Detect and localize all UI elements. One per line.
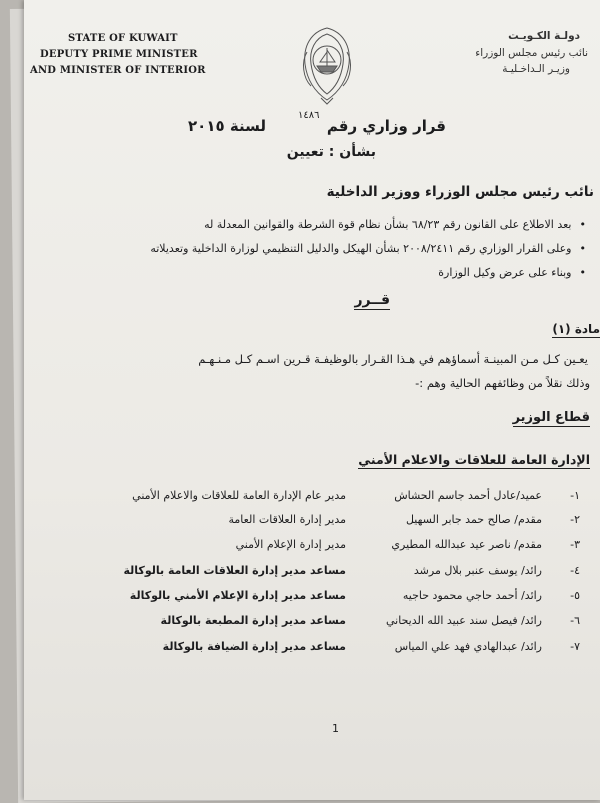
appointment-name: رائد/ أحمد حاجي محمود حاجيه <box>402 589 542 602</box>
letterhead-ar-line-3: وزيـر الـداخـليـة <box>502 63 570 75</box>
kuwait-emblem-icon <box>297 22 357 106</box>
appointment-number: ٥- <box>570 589 580 602</box>
sector-title: قطاع الوزير <box>512 410 590 425</box>
department-title: الإدارة العامة للعلاقات والاعلام الأمني <box>358 452 590 467</box>
appointment-name: رائد/ يوسف عنبر بلال مرشد <box>413 564 542 577</box>
letterhead-en-line-3: AND MINISTER OF INTERIOR <box>30 65 206 76</box>
decision-number: ١٤٨٦ <box>298 110 320 121</box>
appointment-number: ٤- <box>570 564 580 577</box>
appointment-number: ٣- <box>570 538 580 551</box>
decision-title: قرار وزاري رقم <box>326 117 446 135</box>
appointment-title: مساعد مدير إدارة المطبعة بالوكالة <box>160 614 346 627</box>
appointment-number: ٢- <box>570 513 580 526</box>
letterhead-ar-line-1: دولـة الكـويـت <box>508 30 580 42</box>
appointment-name: رائد/ عبدالهادي فهد علي المياس <box>394 640 542 653</box>
letterhead-en-line-2: DEPUTY PRIME MINISTER <box>40 49 198 60</box>
appointment-title: مساعد مدير إدارة العلاقات العامة بالوكالة <box>123 564 346 577</box>
appointment-name: مقدم/ ناصر عيد عبدالله المطيري <box>391 538 542 551</box>
appointment-name: مقدم/ صالح حمد جابر السهيل <box>405 513 542 526</box>
preamble-item: • بعد الاطلاع على القانون رقم ٦٨/٢٣ بشأن نظام قوة الشرطة والقوانين المعدلة له <box>204 218 586 231</box>
page-number: 1 <box>332 722 339 735</box>
article-text-line-2: وذلك نقلاً من وظائفهم الحالية وهم :- <box>415 376 590 390</box>
appointment-number: ١- <box>570 489 580 502</box>
article-label: مادة (١) <box>552 322 600 336</box>
letterhead-en-line-1: STATE OF KUWAIT <box>68 33 178 44</box>
appointment-title: مدير إدارة العلاقات العامة <box>228 513 346 526</box>
decides-heading: قــرر <box>354 292 390 308</box>
appointment-title: مساعد مدير إدارة الضيافة بالوكالة <box>162 640 346 653</box>
appointment-name: عميد/عادل أحمد جاسم الحشاش <box>394 489 542 502</box>
appointment-title: مدير عام الإدارة العامة للعلاقات والاعلام الأمني <box>132 489 346 502</box>
preamble-item: • وعلى القرار الوزاري رقم ٢٠٠٨/٢٤١١ بشأن الهيكل والدليل التنظيمي لوزارة الداخلية وتعديلاته <box>150 242 586 255</box>
preamble-item: • وبناء على عرض وكيل الوزارة <box>438 266 586 279</box>
issuer-heading: نائب رئيس مجلس الوزراء ووزير الداخلية <box>326 184 594 200</box>
decision-subject: بشأن : تعيين <box>286 144 376 160</box>
article-text-line-1: يعـين كـل مـن المبينـة أسماؤهم في هـذا القـرار بالوظيفـة قـرين اسـم كـل مـنـهـم <box>198 352 588 366</box>
letterhead-ar-line-2: نائب رئيس مجلس الوزراء <box>475 47 588 59</box>
appointment-number: ٧- <box>570 640 580 653</box>
appointment-number: ٦- <box>570 614 580 627</box>
appointment-title: مساعد مدير إدارة الإعلام الأمني بالوكالة <box>129 589 346 602</box>
appointment-name: رائد/ فيصل سند عبيد الله الديحاني <box>386 614 542 627</box>
document-page <box>24 0 600 800</box>
decision-year: لسنة ٢٠١٥ <box>188 117 266 135</box>
appointment-title: مدير إدارة الإعلام الأمني <box>235 538 346 551</box>
